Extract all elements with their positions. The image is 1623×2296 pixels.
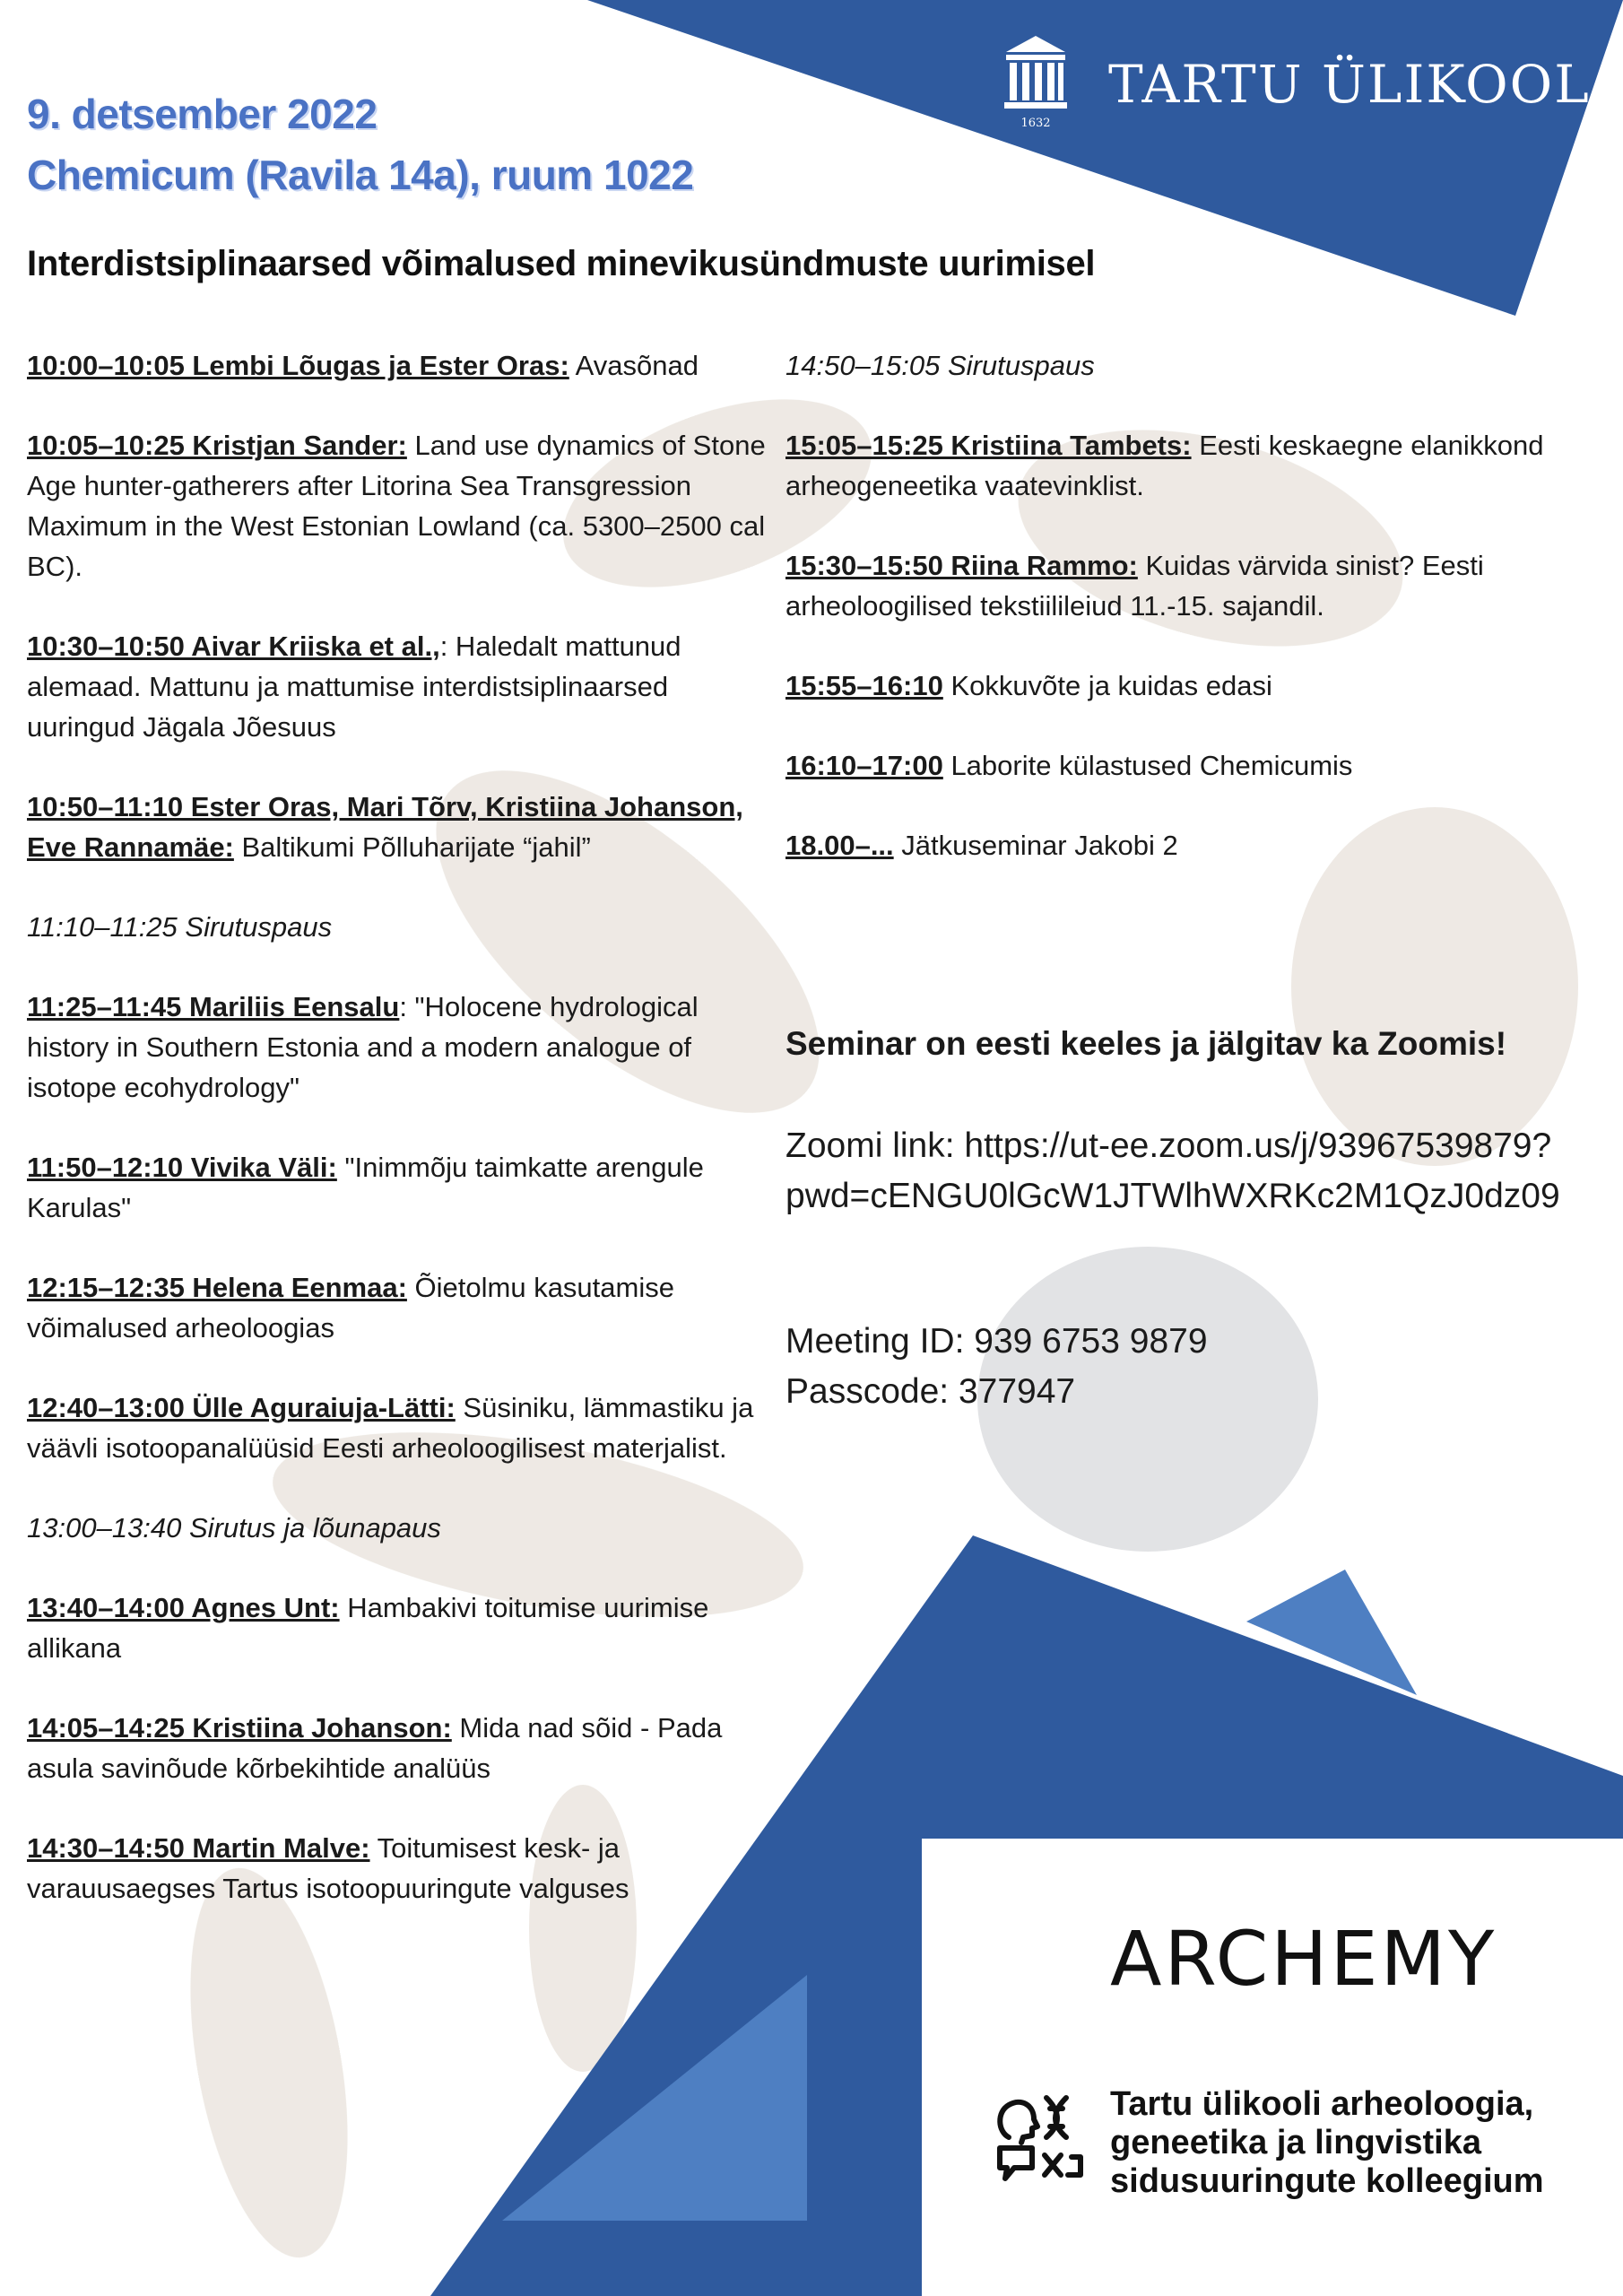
university-name: TARTU ÜLIKOOL — [1108, 54, 1591, 115]
program-item — [27, 425, 780, 587]
program-item — [27, 987, 780, 1108]
university-logo[interactable] — [1002, 34, 1591, 135]
program-item — [27, 1828, 780, 1909]
program-time-speaker: 10:05–10:25 Kristjan Sander: — [27, 430, 407, 461]
program-topic: Baltikumi Põlluharijate “jahil” — [233, 831, 591, 863]
program-left-column — [27, 345, 780, 1948]
program-item — [27, 1708, 780, 1788]
program-item — [785, 745, 1610, 786]
program-time-speaker: 15:30–15:50 Riina Rammo: — [785, 550, 1138, 581]
collegium-line: sidusuuringute kolleegium — [1110, 2162, 1544, 2200]
program-time-speaker: 16:10–17:00 — [785, 750, 943, 781]
program-topic: : Haledalt mattunud alemaad. Mattunu ja mattumise interdistsiplinaarsed uuringud Jägala Jõesuus — [27, 631, 681, 743]
program-time-speaker: 10:30–10:50 Aivar Kriiska et al., — [27, 631, 440, 662]
program-break: 11:10–11:25 Sirutuspaus — [27, 911, 333, 943]
program-time-speaker: 14:30–14:50 Martin Malve: — [27, 1832, 370, 1864]
zoom-notice: Seminar on eesti keeles ja jälgitav ka Zoomis! — [785, 1025, 1507, 1062]
collegium-name — [1110, 2085, 1544, 2201]
program-item — [785, 665, 1610, 706]
program-time-speaker: 14:05–14:25 Kristiina Johanson: — [27, 1712, 452, 1744]
program-item — [785, 545, 1610, 626]
collegium-line: Tartu ülikooli arheoloogia, — [1110, 2085, 1534, 2123]
program-time-speaker: 10:50–11:10 Ester Oras, Mari Tõrv, Kristiina Johanson, Eve Rannamäe: — [27, 791, 743, 863]
program-time-speaker: 15:55–16:10 — [785, 670, 943, 701]
program-time-speaker: 11:25–11:45 Mariliis Eensalu — [27, 991, 400, 1022]
program-topic: Õietolmu kasutamise võimalused arheoloogias — [27, 1272, 674, 1344]
program-topic: Land use dynamics of Stone Age hunter-gatherers after Litorina Sea Transgression Maximum in the West Estonian Lowland (ca. 5300–2500 cal BC). — [27, 430, 766, 582]
university-building-icon — [1002, 34, 1069, 135]
program-item — [27, 1267, 780, 1348]
program-topic: "Inimmõju taimkatte arengule Karulas" — [27, 1152, 704, 1223]
program-item — [27, 626, 780, 747]
program-item — [27, 1147, 780, 1228]
program-time-speaker: 12:15–12:35 Helena Eenmaa: — [27, 1272, 407, 1303]
program-item — [27, 787, 780, 867]
logo-year: 1632 — [1020, 117, 1051, 130]
program-topic: Laborite külastused Chemicumis — [942, 750, 1353, 781]
program-topic: Mida nad sõid - Pada asula savinõude kõrbekihtide analüüs — [27, 1712, 723, 1784]
head-dna-speech-icon — [991, 2085, 1088, 2193]
program-item — [27, 345, 780, 386]
program-item — [27, 1387, 780, 1468]
program-break: 13:00–13:40 Sirutus ja lõunapaus — [27, 1512, 441, 1544]
archemy-logo: ARCHEMY — [1110, 1915, 1497, 2003]
program-topic: Jätkuseminar Jakobi 2 — [893, 830, 1178, 861]
zoom-credentials — [785, 1317, 1208, 1417]
program-break: 14:50–15:05 Sirutuspaus — [785, 350, 1095, 381]
program-topic: Kokkuvõte ja kuidas edasi — [942, 670, 1272, 701]
program-topic: Hambakivi toitumise uurimise allikana — [27, 1592, 709, 1664]
zoom-passcode: Passcode: 377947 — [785, 1372, 1076, 1411]
program-right-column — [785, 345, 1610, 905]
program-item — [785, 825, 1610, 865]
collegium-line: geneetika ja lingvistika — [1110, 2124, 1481, 2161]
event-date: 9. detsember 2022 — [27, 91, 378, 137]
program-time-speaker: 11:50–12:10 Vivika Väli: — [27, 1152, 337, 1183]
zoom-link[interactable]: Zoomi link: https://ut-ee.zoom.us/j/93967539879?pwd=cENGU0lGcW1JTWlhWXRKc2M1QzJ0dz09 — [785, 1126, 1560, 1215]
program-topic: Toitumisest kesk- ja varauusaegses Tartus isotoopuuringute valguses — [27, 1832, 629, 1904]
program-topic: Kuidas värvida sinist? Eesti arheoloogilised tekstiilileiud 11.-15. sajandil. — [785, 550, 1484, 622]
program-time-speaker: 12:40–13:00 Ülle Aguraiuja-Lätti: — [27, 1392, 456, 1423]
zoom-meeting-id: Meeting ID: 939 6753 9879 — [785, 1322, 1208, 1361]
program-topic: Eesti keskaegne elanikkond arheogeneetika vaatevinklist. — [785, 430, 1544, 501]
program-topic: Süsiniku, lämmastiku ja väävli isotoopanalüüsid Eesti arheoloogilisest materjalist. — [27, 1392, 754, 1464]
program-time-speaker: 10:00–10:05 Lembi Lõugas ja Ester Oras: — [27, 350, 569, 381]
program-topic: Avasõnad — [568, 350, 699, 381]
program-time-speaker: 13:40–14:00 Agnes Unt: — [27, 1592, 340, 1623]
event-place: Chemicum (Ravila 14a), ruum 1022 — [27, 152, 694, 198]
white-panel — [922, 1839, 1623, 2296]
program-time-speaker: 15:05–15:25 Kristiina Tambets: — [785, 430, 1192, 461]
program-item — [785, 425, 1610, 506]
program-topic: : "Holocene hydrological history in Southern Estonia and a modern analogue of isotope ecohydrology" — [27, 991, 699, 1103]
event-title: Interdistsiplinaarsed võimalused minevikusündmuste uurimisel — [27, 244, 1096, 283]
program-item — [27, 1587, 780, 1668]
program-time-speaker: 18.00–... — [785, 830, 894, 861]
